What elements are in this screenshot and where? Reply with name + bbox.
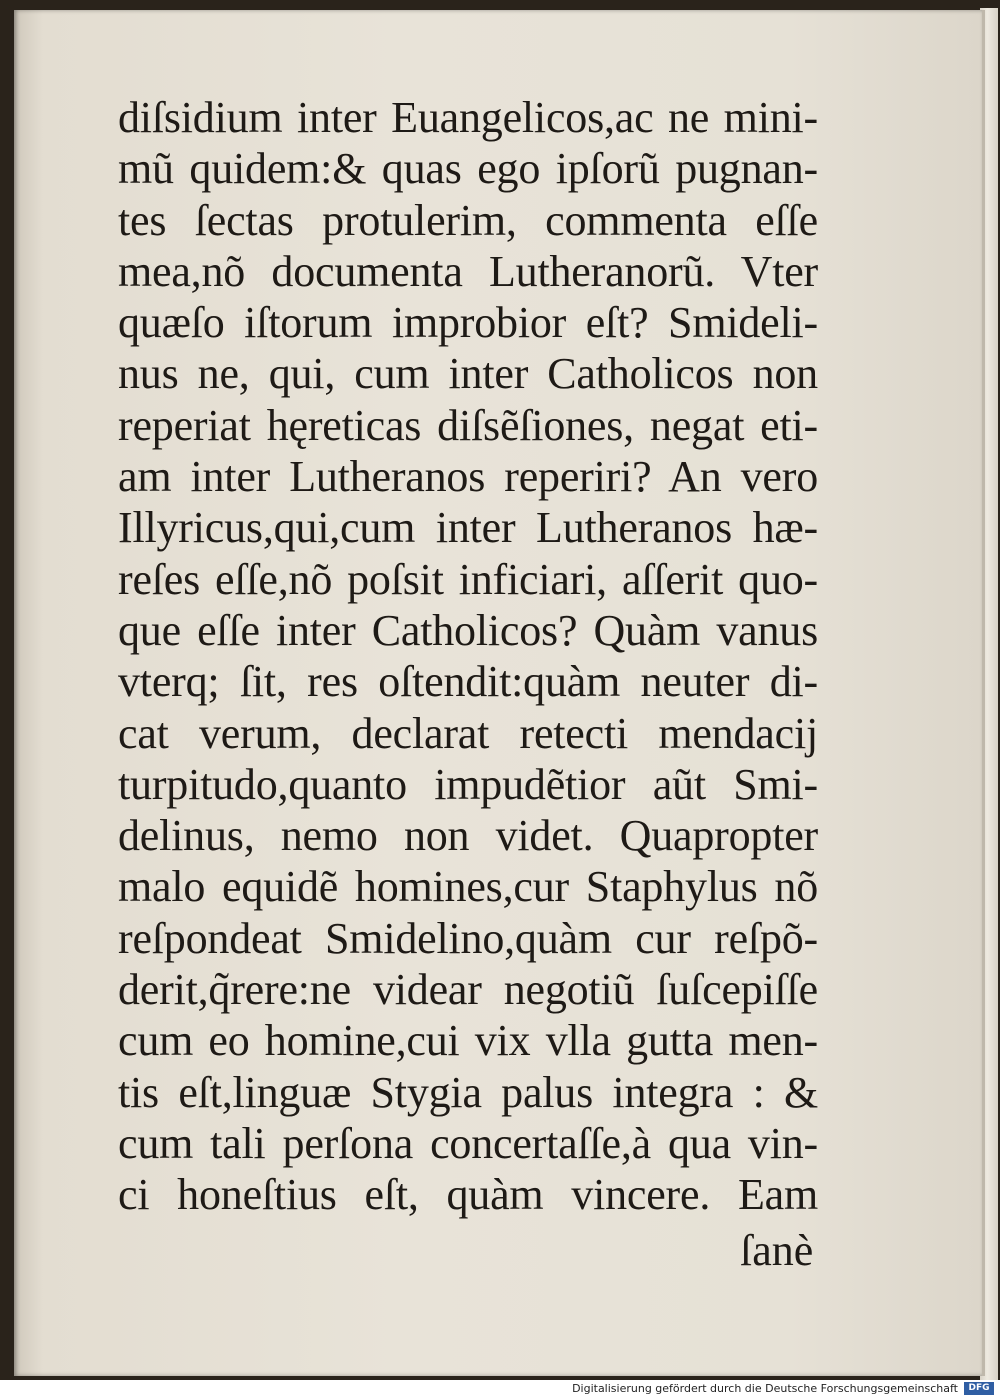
text-line: mũ quidem:& quas ego ipſorũ pugnan- bbox=[118, 144, 818, 194]
text-line: cum tali perſona concertaſſe,à qua vin- bbox=[118, 1118, 818, 1168]
digitization-footer bbox=[0, 1380, 1000, 1398]
text-line: que eſſe inter Catholicos? Quàm vanus bbox=[118, 605, 818, 655]
text-line: vterq; ſit, res oſtendit:quàm neuter di- bbox=[118, 657, 818, 707]
funding-credit: Digitalisierung gefördert durch die Deutsche Forschungsgemeinschaft bbox=[572, 1382, 958, 1395]
text-line: quæſo iſtorum improbior eſt? Smideli- bbox=[118, 298, 818, 348]
text-line: ci honeſtius eſt, quàm vincere. Eam bbox=[118, 1170, 818, 1220]
text-line: turpitudo,quanto impudẽtior aũt Smi- bbox=[118, 759, 818, 809]
text-line: cum eo homine,cui vix vlla gutta men- bbox=[118, 1016, 818, 1066]
catchword: ſanè bbox=[740, 1226, 814, 1275]
text-line: reſes eſſe,nõ poſsit inficiari, aſſerit quo- bbox=[118, 554, 818, 604]
text-line: reperiat hęreticas diſsẽſiones, negat eti- bbox=[118, 400, 818, 450]
text-line: reſpondeat Smidelino,quàm cur reſpõ- bbox=[118, 913, 818, 963]
dfg-logo: DFG bbox=[964, 1382, 994, 1395]
page-text bbox=[118, 92, 818, 1221]
text-line: delinus, nemo non videt. Quapropter bbox=[118, 811, 818, 861]
text-line: cat verum, declarat retecti mendacij bbox=[118, 708, 818, 758]
text-line: Illyricus,qui,cum inter Lutheranos hæ- bbox=[118, 503, 818, 553]
text-line: malo equidẽ homines,cur Staphylus nõ bbox=[118, 862, 818, 912]
text-line: diſsidium inter Euangelicos,ac ne mini- bbox=[118, 93, 818, 142]
text-line: tis eſt,linguæ Stygia palus integra : & bbox=[118, 1067, 818, 1117]
text-line: mea,nõ documenta Lutheranorũ. Vter bbox=[118, 246, 818, 296]
text-line: nus ne, qui, cum inter Catholicos non bbox=[118, 349, 818, 399]
text-line: am inter Lutheranos reperiri? An vero bbox=[118, 452, 818, 502]
text-line: derit,q̃rere:ne videar negotiũ ſuſcepiſſe bbox=[118, 965, 818, 1015]
text-line: tes ſectas protulerim, commenta eſſe bbox=[118, 195, 818, 245]
